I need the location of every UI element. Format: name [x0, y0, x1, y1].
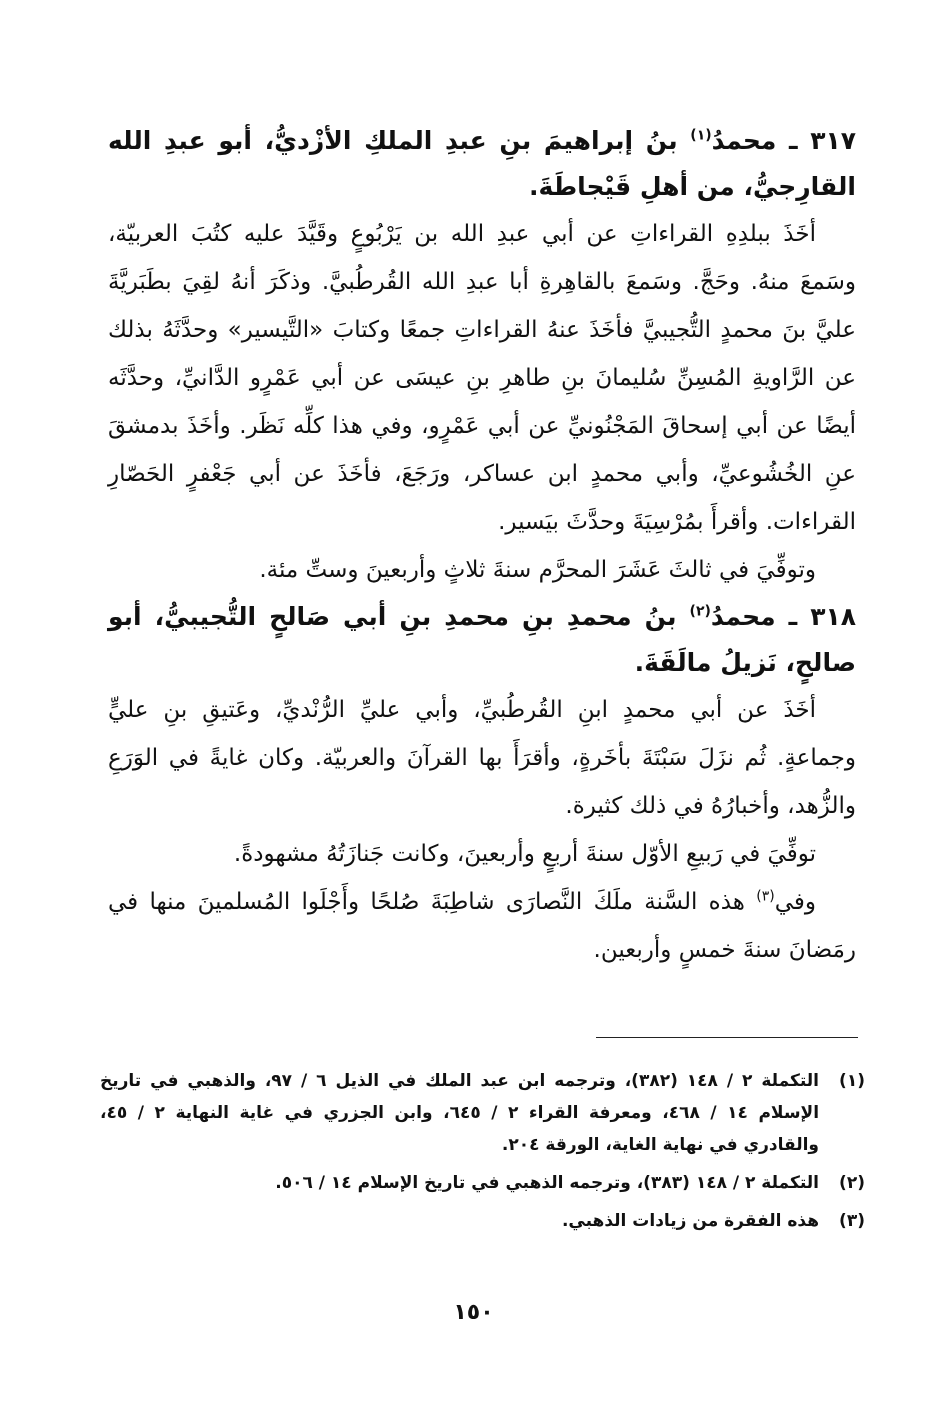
footnote-text: هذه الفقرة من زيادات الذهبي.: [561, 1211, 819, 1231]
footnote-item: [100, 1065, 865, 1161]
footnote-ref[interactable]: (١): [690, 127, 712, 144]
footnote-text: التكملة ٢ / ١٤٨ (٣٨٢)، وترجمه ابن عبد الملك في الذيل ٦ / ٩٧، والذهبي في تاريخ الإسلام ١٤ / ٤٦٨، ومعرفة القراء ٢ / ٦٤٥، وابن الجزري في غاية النهاية ٢ / ٤٥، والقادري في نهاية الغاية، الورقة ٢٠٤.: [100, 1071, 820, 1155]
entry-318-extra: [108, 878, 856, 974]
entry-heading-text: بنُ إبراهيمَ بنِ عبدِ الملكِ الأزْديُّ، أبو عبدِ الله القارِجيُّ، من أهلِ قَيْجاطَةَ.: [108, 126, 856, 201]
entry-318-paragraph: أخَذَ عن أبي محمدٍ ابنِ القُرطُبيِّ، وأبي عليِّ الرُّنْديِّ، وعَتيقِ بنِ عليٍّ وجماعةٍ. ثُم نزَلَ سَبْتَةَ بأخَرةٍ، وأقرَأَ بها القرآنَ والعربيّة. وكان غايةً في الوَرَعِ والزُّهد، وأخبارُهُ في ذلك كثيرة.: [108, 697, 856, 819]
footnote-item: [100, 1205, 865, 1237]
footnote-mark: (١): [839, 1071, 865, 1091]
main-text: [108, 118, 856, 974]
footnote-mark: (٣): [839, 1211, 865, 1231]
entry-heading-text: بنُ محمدِ بنِ محمدِ بنِ أبي صَالحٍ التُّجيبيُّ، أبو صالحٍ، نَزيلُ مالَقَةَ.: [108, 602, 856, 677]
entry-name: محمدُ: [710, 602, 776, 631]
entry-number: ٣١٧ ـ: [789, 126, 856, 155]
footnote-text: التكملة ٢ / ١٤٨ (٣٨٣)، وترجمه الذهبي في تاريخ الإسلام ١٤ / ٥٠٦.: [275, 1173, 819, 1193]
footnotes: [100, 1065, 865, 1243]
footnote-mark: (٢): [839, 1173, 865, 1193]
footnote-ref[interactable]: (٣): [756, 888, 775, 905]
entry-317-death: وتوفِّيَ في ثالثَ عَشَرَ المحرَّم سنةَ ثلاثٍ وأربعينَ وستِّ مئة.: [259, 557, 816, 583]
footnote-divider: [596, 1037, 858, 1038]
entry-318-death: توفِّيَ في رَبيعِ الأوّل سنةَ أربعٍ وأربعينَ، وكانت جَنازَتُهُ مشهودةً.: [233, 841, 816, 867]
entry-number: ٣١٨ ـ: [788, 602, 856, 631]
footnote-item: [100, 1167, 865, 1199]
footnote-ref[interactable]: (٢): [689, 603, 711, 620]
page-number: ١٥٠: [453, 1300, 494, 1325]
extra-lead: وفي: [774, 889, 816, 915]
extra-text: هذه السَّنة ملَكَ النَّصارَى شاطِبَةَ صُلحًا وأَجْلَوا المُسلمينَ منها في رمَضانَ سنةَ خمسٍ وأربعين.: [108, 889, 856, 963]
entry-317-heading: [108, 118, 856, 210]
entry-317-paragraph: أخَذَ ببلدِهِ القراءاتِ عن أبي عبدِ الله بن يَرْبُوعٍ وقَيَّدَ عليه كتُبَ العربيّة، وسَمعَ منهُ. وحَجَّ. وسَمعَ بالقاهِرةِ أبا عبدِ الله القُرطُبيَّ. وذكَرَ أنهُ لقِيَ بطَبَريَّةَ عليَّ بنَ محمدٍ التُّجيبيَّ فأخَذَ عنهُ القراءاتِ جمعًا وكتابَ «التَّيسير» وحدَّثَهُ بذلك عن الرَّاويةِ المُسِنِّ سُليمانَ بنِ طاهرِ بنِ عيسَى عن أبي عَمْرٍو الدَّانيِّ، وحدَّثَه أيضًا عن أبي إسحاقَ المَجْنُونيِّ عن أبي عَمْرٍو، وفي هذا كلِّه نَظَر. وأخَذَ بدمشقَ عنِ الخُشُوعيِّ، وأبي محمدٍ ابن عساكر، ورَجَعَ، فأخَذَ عن أبي جَعْفرٍ الحَصّارِ القراءات. وأقرأَ بمُرْسِيَةَ وحدَّثَ بيَسير.: [108, 221, 856, 535]
entry-name: محمدُ: [711, 126, 777, 155]
entry-318-heading: [108, 594, 856, 686]
